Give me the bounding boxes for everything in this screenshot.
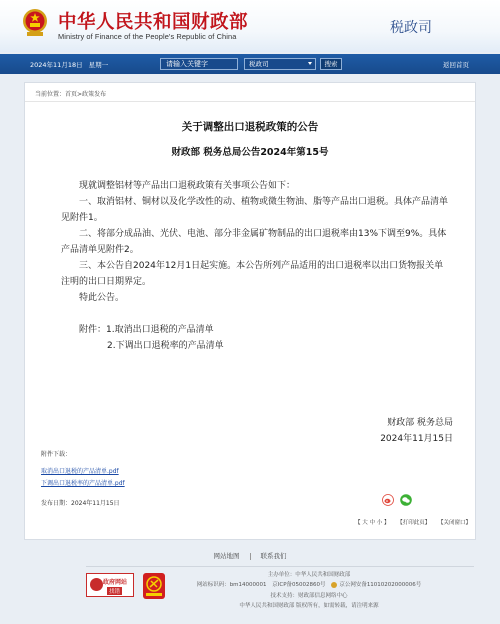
breadcrumb [35, 89, 106, 98]
department-name[interactable]: 税政司 [390, 20, 432, 36]
article-paragraph: 一、取消铝材、铜材以及化学改性的动、植物或微生物油、脂等产品出口退税。具体产品清单见附件1。 [61, 197, 449, 223]
wechat-share-icon[interactable] [400, 494, 412, 506]
breadcrumb-item-policy[interactable]: 政策发布 [82, 91, 107, 98]
attachment-line-1: 附件：1.取消出口退税的产品清单 [79, 325, 214, 335]
article-paragraph: 二、将部分成品油、光伏、电池、部分非金属矿物制品的出口退税率由13%下调至9%。具体产品清单见附件2。 [61, 229, 447, 255]
footer-copyright: 中华人民共和国财政部 版权所有，如需转载，请注明来源 [239, 603, 379, 609]
current-date [30, 60, 108, 69]
site-code: 网站标识码：bm14000001 [196, 582, 267, 588]
signature-block [380, 415, 453, 447]
paragraph-gap [61, 306, 451, 322]
gov-badge-line2: 找错 [109, 589, 121, 595]
police-badge-icon [331, 582, 337, 588]
search-scope-select[interactable] [244, 58, 316, 70]
footer-link-divider [250, 553, 251, 560]
icp-link[interactable]: 京ICP备05002860号 [272, 582, 326, 588]
font-size-control[interactable]: 【 大 中 小 】 [355, 520, 390, 526]
breadcrumb-prefix: 当前位置： [35, 91, 66, 98]
article-paragraph: 三、本公告自2024年12月1日起实施。本公告所列产品适用的出口退税率以出口货物报关单注明的出口日期界定。 [61, 261, 444, 287]
attachment-link-1[interactable]: 取消出口退税的产品清单.pdf [41, 468, 119, 475]
attachment-line-2: 2.下调出口退税率的产品清单 [107, 341, 224, 351]
weibo-share-icon[interactable] [382, 494, 394, 506]
footer-registration [184, 580, 434, 588]
article-title: 关于调整出口退税政策的公告 [181, 121, 319, 133]
site-name-cn[interactable]: 中华人民共和国财政部 [58, 12, 249, 33]
breadcrumb-item-home[interactable]: 首页 [65, 91, 78, 98]
footer-links [0, 551, 500, 560]
contact-us-link[interactable]: 联系我们 [260, 552, 287, 560]
signature-date: 2024年11月15日 [380, 434, 453, 444]
home-link[interactable]: 返回首页 [443, 61, 469, 69]
party-organization-badge-icon[interactable] [142, 572, 166, 600]
print-page-link[interactable]: 【打印此页】 [397, 520, 431, 526]
gov-website-error-badge[interactable] [86, 573, 134, 597]
site-name-en: Ministry of Finance of the People's Republic of China [58, 32, 237, 41]
search-scope-value: 税政司 [249, 60, 269, 68]
police-record-link[interactable]: 京公网安备11010202000006号 [339, 582, 422, 588]
national-emblem-icon[interactable] [22, 8, 48, 38]
footer-divider [86, 566, 474, 567]
page-tools [355, 518, 477, 526]
gov-badge-icon [90, 578, 103, 591]
breadcrumb-separator: > [77, 91, 83, 98]
article-panel [24, 82, 476, 540]
chevron-down-icon [308, 62, 312, 65]
sitemap-link[interactable]: 网站地图 [213, 552, 240, 560]
footer-sponsor: 主办单位：中华人民共和国财政部 [267, 572, 351, 578]
top-nav-bar [0, 54, 500, 74]
article-subtitle: 财政部 税务总局公告2024年第15号 [171, 147, 329, 158]
site-footer [0, 540, 500, 624]
publish-date: 发布日期：2024年11月15日 [41, 500, 120, 507]
site-header [0, 0, 500, 52]
attachment-link-2[interactable]: 下调出口退税率的产品清单.pdf [41, 480, 125, 487]
date-text: 2024年11月18日 [30, 61, 83, 69]
gov-badge-line1: 政府网站 [103, 579, 128, 586]
breadcrumb-divider [25, 101, 475, 102]
article-paragraph: 特此公告。 [79, 293, 125, 303]
footer-tech-support: 技术支持：财政部信息网络中心 [270, 593, 348, 599]
search-button[interactable]: 搜索 [320, 58, 342, 70]
article-paragraph: 现就调整铝材等产品出口退税政策有关事项公告如下： [79, 181, 296, 191]
weekday-text: 星期一 [88, 61, 109, 69]
attachment-label: 附件下载： [41, 451, 72, 458]
close-window-link[interactable]: 【关闭窗口】 [438, 520, 472, 526]
article-body [61, 178, 451, 354]
signature-org: 财政部 税务总局 [387, 418, 453, 428]
search-input[interactable]: 请输入关键字 [160, 58, 238, 70]
